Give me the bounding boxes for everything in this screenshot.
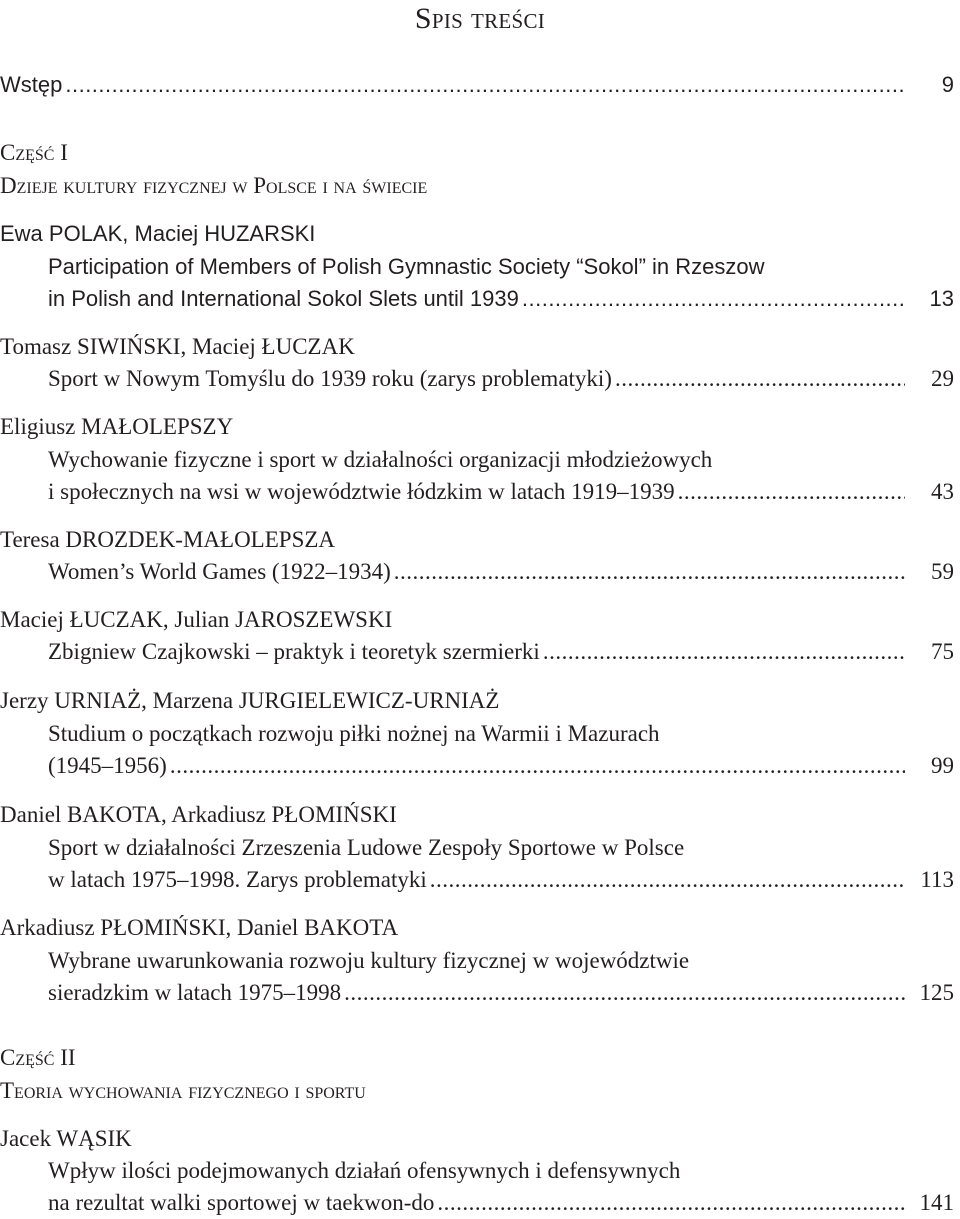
entry-authors: Eligiusz MAŁOLEPSZY	[0, 414, 234, 439]
entry-authors: Jacek WĄSIK	[0, 1126, 132, 1151]
page-number: 141	[919, 1190, 954, 1215]
entry-title-text: sieradzkim w latach 1975–1998	[48, 980, 342, 1005]
entry-authors: Tomasz SIWIŃSKI, Maciej ŁUCZAK	[0, 334, 355, 359]
entry-title-line[interactable]: Sport w działalności Zrzeszenia Ludowe Zespoły Sportowe w Polsce	[48, 835, 685, 860]
toc-entry-intro[interactable]	[0, 72, 960, 98]
entry-title-line[interactable]	[48, 753, 960, 779]
dot-leader	[344, 980, 905, 1006]
page-number: 43	[931, 479, 954, 504]
entry-title-line[interactable]	[48, 559, 960, 585]
entry-authors: Maciej ŁUCZAK, Julian JAROSZEWSKI	[0, 607, 393, 632]
entry-title-line[interactable]	[48, 639, 960, 665]
part-label: Część I	[0, 140, 68, 165]
entry-title-line[interactable]	[48, 1190, 960, 1216]
part-label: Część II	[0, 1045, 76, 1070]
dot-leader	[430, 867, 905, 893]
entry-authors: Ewa POLAK, Maciej HUZARSKI	[0, 221, 316, 246]
entry-authors: Daniel BAKOTA, Arkadiusz PŁOMIŃSKI	[0, 802, 397, 827]
dot-leader	[615, 366, 905, 392]
dot-leader	[543, 639, 905, 665]
page-number: 29	[931, 366, 954, 391]
dot-leader	[170, 753, 905, 779]
entry-title-text: Sport w Nowym Tomyślu do 1939 roku (zarys problematyki)	[48, 366, 612, 391]
dot-leader	[65, 72, 905, 98]
entry-title-line[interactable]: Studium o początkach rozwoju piłki nożnej na Warmii i Mazurach	[48, 721, 660, 746]
entry-title-text: in Polish and International Sokol Slets until 1939	[48, 286, 519, 311]
entry-authors: Teresa DROZDEK-MAŁOLEPSZA	[0, 527, 336, 552]
page-number: 75	[931, 639, 954, 664]
entry-title-line[interactable]	[48, 980, 960, 1006]
dot-leader	[678, 479, 905, 505]
entry-title-text: (1945–1956)	[48, 753, 167, 778]
page-number: 9	[941, 72, 954, 97]
entry-title-text: i społecznych na wsi w województwie łódzkim w latach 1919–1939	[48, 479, 675, 504]
dot-leader	[394, 559, 905, 585]
part-subtitle: Dzieje kultury fizycznej w Polsce i na świecie	[0, 173, 428, 198]
intro-label: Wstęp	[0, 72, 63, 97]
page-number: 13	[929, 286, 954, 311]
entry-authors: Arkadiusz PŁOMIŃSKI, Daniel BAKOTA	[0, 915, 399, 940]
entry-title-line[interactable]: Wybrane uwarunkowania rozwoju kultury fizycznej w województwie	[48, 948, 690, 973]
entry-title-line[interactable]	[48, 867, 960, 893]
page-number: 125	[919, 980, 954, 1005]
page-number: 113	[920, 867, 954, 892]
entry-title-text: na rezultat walki sportowej w taekwon-do	[48, 1190, 435, 1215]
entry-title-text: w latach 1975–1998. Zarys problematyki	[48, 867, 427, 892]
part-subtitle: Teoria wychowania fizycznego i sportu	[0, 1078, 366, 1103]
entry-title-line[interactable]	[48, 479, 960, 505]
entry-title-line[interactable]	[48, 366, 960, 392]
entry-title-text: Women’s World Games (1922–1934)	[48, 559, 391, 584]
dot-leader	[437, 1190, 905, 1216]
entry-authors: Jerzy URNIAŻ, Marzena JURGIELEWICZ-URNIAŻ	[0, 688, 500, 713]
page-number: 99	[931, 753, 954, 778]
entry-title-line[interactable]: Wpływ ilości podejmowanych działań ofensywnych i defensywnych	[48, 1158, 681, 1183]
entry-title-line[interactable]: Participation of Members of Polish Gymnastic Society “Sokol” in Rzeszow	[48, 254, 765, 279]
page-title: Spis treści	[414, 2, 546, 35]
entry-title-line[interactable]: Wychowanie fizyczne i sport w działalności organizacji młodzieżowych	[48, 447, 713, 472]
entry-title-text: Zbigniew Czajkowski – praktyk i teoretyk szermierki	[48, 639, 540, 664]
entry-title-line[interactable]	[48, 286, 960, 312]
page-number: 59	[931, 559, 954, 584]
dot-leader	[522, 286, 905, 312]
